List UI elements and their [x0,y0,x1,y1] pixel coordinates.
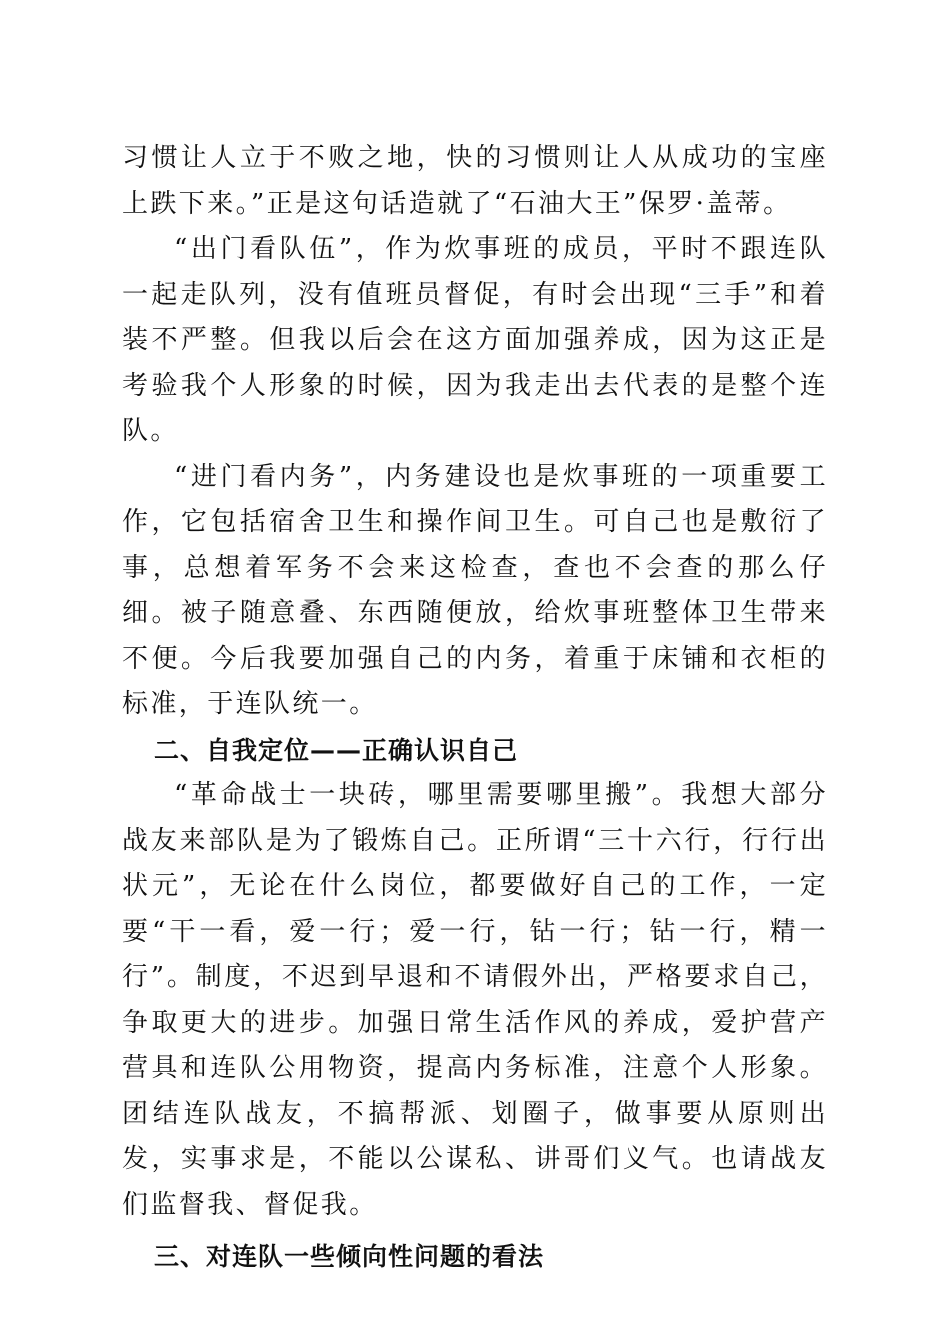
document-page [122,136,828,1280]
section-heading-self-positioning: 二、自我定位——正确认识自己 [154,735,519,765]
paragraph-habit-quote: 习惯让人立于不败之地，快的习惯则让人从成功的宝座上跌下来。”正是这句话造就了“石油大王”保罗·盖蒂。 [122,143,828,219]
paragraph-team-appearance: “出门看队伍”，作为炊事班的成员，平时不跟连队一起走队列，没有值班员督促，有时会出现“三手”和着装不严整。但我以后会在这方面加强养成，因为这正是考验我个人形象的时候，因为我走出去代表的是整个连队。 [122,234,828,446]
paragraph-housekeeping: “进门看内务”，内务建设也是炊事班的一项重要工作，它包括宿舍卫生和操作间卫生。可自己也是敷衍了事，总想着军务不会来这检查，查也不会查的那么仔细。被子随意叠、东西随便放，给炊事班整体卫生带来不便。今后我要加强自己的内务，着重于床铺和衣柜的标准，于连队统一。 [122,461,828,719]
paragraph-self-positioning: “革命战士一块砖，哪里需要哪里搬”。我想大部分战友来部队是为了锻炼自己。正所谓“三十六行，行行出状元”，无论在什么岗位，都要做好自己的工作，一定要“干一看，爱一行；爱一行，钻一行；钻一行，精一行”。制度，不迟到早退和不请假外出，严格要求自己，争取更大的进步。加强日常生活作风的养成，爱护营产营具和连队公用物资，提高内务标准，注意个人形象。团结连队战友，不搞帮派、划圈子，做事要从原则出发，实事求是，不能以公谋私、讲哥们义气。也请战友们监督我、督促我。 [122,780,828,1220]
section-heading-company-issues: 三、对连队一些倾向性问题的看法 [154,1242,545,1271]
